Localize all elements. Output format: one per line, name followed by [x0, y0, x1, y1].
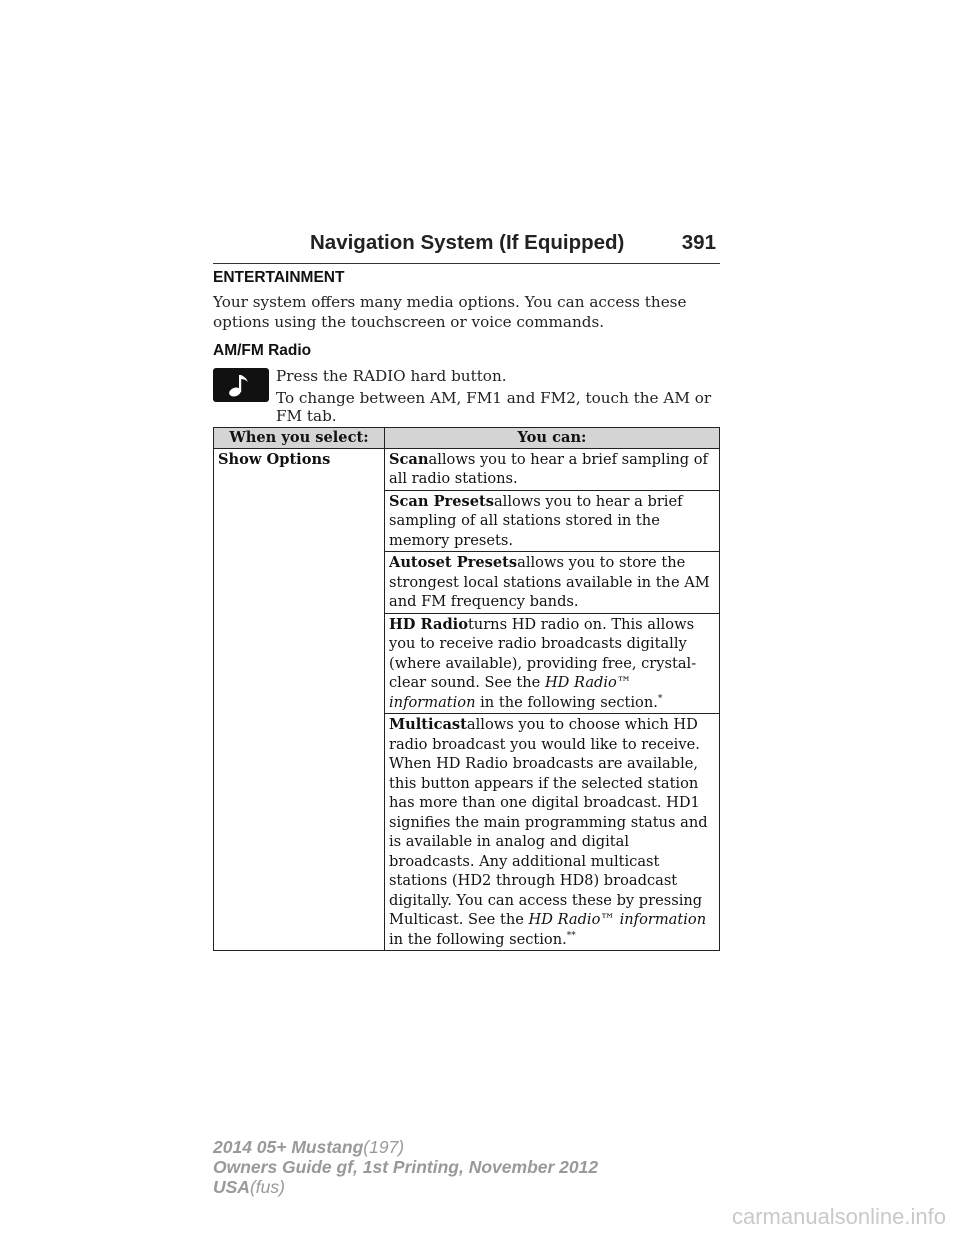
footnote-mark: * — [657, 693, 663, 704]
subsection-heading: AM/FM Radio — [213, 342, 312, 359]
page-header — [213, 227, 720, 264]
cross-reference: HD Radio™ information — [528, 911, 707, 928]
option-term: Scan Presets — [389, 492, 494, 510]
footer-market: USA — [213, 1177, 250, 1197]
option-description-end: in the following section. — [475, 693, 658, 711]
option-term: Autoset Presets — [389, 554, 518, 571]
option-description-end: in the following section. — [389, 930, 567, 948]
music-note-icon — [213, 368, 269, 402]
option-hd-radio — [385, 613, 720, 714]
option-description: allows you to hear a brief sampling of all radio stations. — [389, 450, 708, 487]
cross-reference: HD Radio™ information — [389, 674, 632, 711]
option-description: allows you to hear a brief sampling of all stations stored in the memory presets. — [389, 492, 683, 549]
footnote-mark: ** — [566, 930, 576, 941]
print-footer — [213, 1137, 598, 1197]
option-description: allows you to store the strongest local stations available in the AM and FM frequency bands. — [389, 554, 710, 610]
radio-options-table — [213, 427, 720, 951]
table-header-row — [214, 428, 720, 449]
footer-market-code: (fus) — [249, 1177, 285, 1197]
table-row — [214, 448, 720, 490]
site-watermark: carmanualsonline.info — [731, 1204, 946, 1229]
section-intro: Your system offers many media options. You can access these options using the touchscreen or voice commands. — [213, 293, 687, 331]
row-label-show-options: Show Options — [214, 448, 385, 951]
table-header-can: You can: — [385, 428, 720, 449]
page-number: 391 — [681, 231, 716, 254]
option-term: HD Radio — [389, 615, 468, 633]
table-header-select: When you select: — [214, 428, 385, 449]
option-scan-presets — [385, 490, 720, 552]
option-term: Multicast — [389, 716, 467, 733]
radio-instruction-1: Press the RADIO hard button. — [276, 367, 507, 385]
option-description: turns HD radio on. This allows you to receive radio broadcasts digitally (where available), providing free, crystal-clear sound. See the — [389, 615, 697, 691]
section-heading: ENTERTAINMENT — [213, 269, 345, 286]
footer-model: 2014 05+ Mustang — [213, 1137, 364, 1157]
option-description: allows you to choose which HD radio broadcast you would like to receive. When HD Radio broadcasts are available, this button appears if the selected station has more than one digital broadcast. HD1 signifies the main programming status and is available in analog and digital broadcasts. Any additional multicast stations (HD2 through HD8) broadcast digitally. You can access these by pressing Multicast. See the — [389, 716, 708, 928]
option-scan — [385, 448, 720, 490]
option-multicast — [385, 714, 720, 951]
option-term: Scan — [389, 450, 429, 468]
page-header-title: Navigation System (If Equipped) — [310, 231, 625, 254]
radio-instruction-2: To change between AM, FM1 and FM2, touch the AM or FM tab. — [276, 389, 712, 425]
footer-sequence: (197) — [363, 1137, 405, 1157]
footer-printing: Owners Guide gf, 1st Printing, November 2012 — [213, 1157, 599, 1177]
option-autoset-presets — [385, 552, 720, 614]
